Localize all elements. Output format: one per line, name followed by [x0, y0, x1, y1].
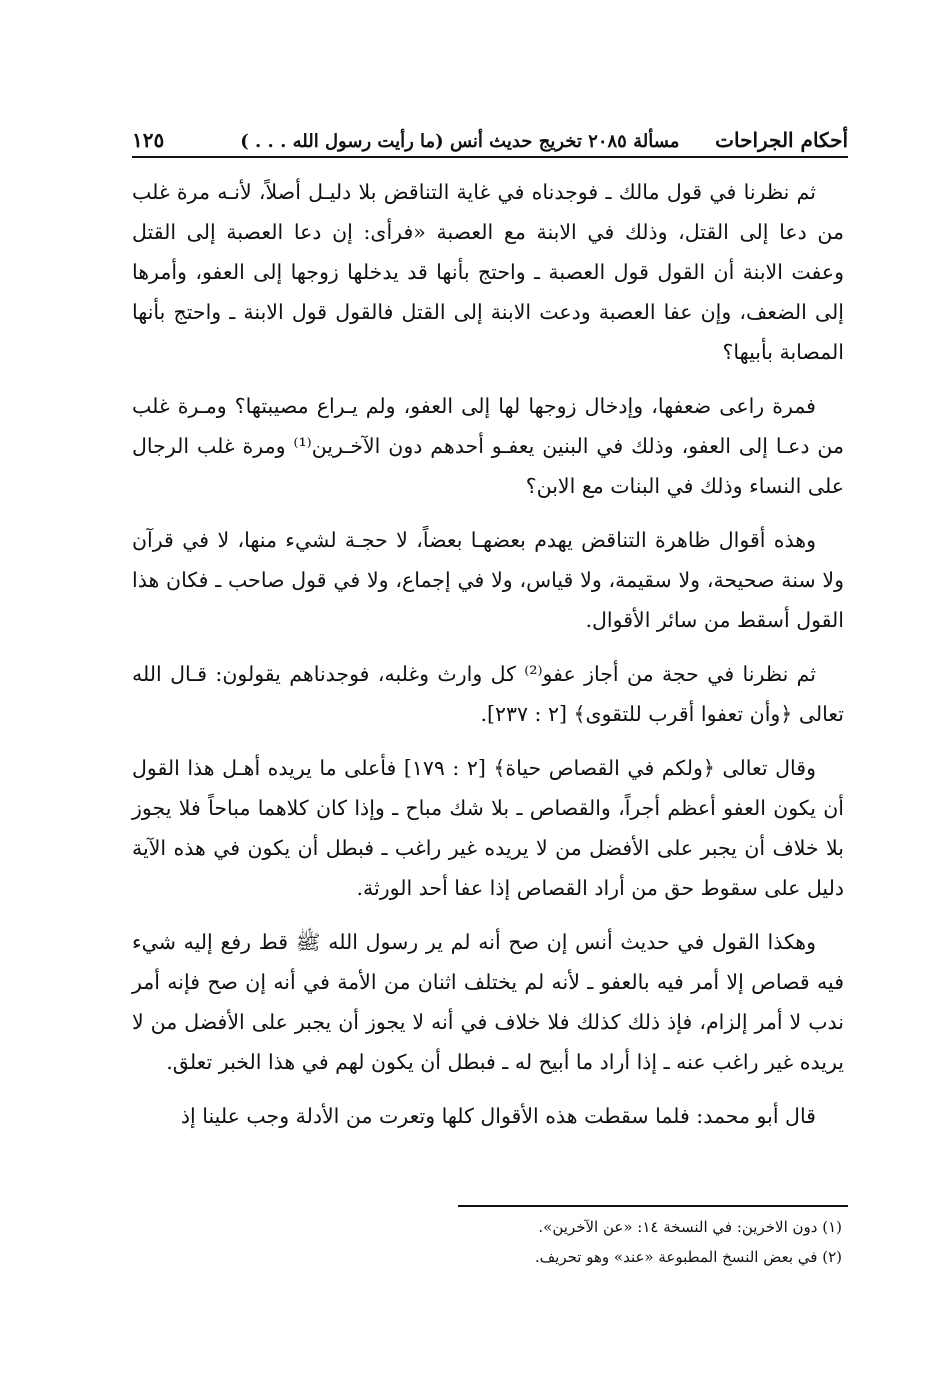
- main-text: [132, 172, 844, 1136]
- issue-title: مسألة ٢٠٨٥ تخريج حديث أنس (ما رأيت رسول الله . . . ): [240, 131, 680, 152]
- footnote: (٢) في بعض النسخ المطبوعة «عند» وهو تحريف.: [534, 1248, 842, 1266]
- book-title: أحكام الجراحات: [715, 128, 848, 152]
- header-divider: [132, 156, 848, 158]
- paragraph: فمرة راعى ضعفها، وإدخال زوجها لها إلى العفو، ولم يـراع مصيبتها؟ ومـرة غلب من دعـا إلى العفو، وذلك في البنين يعفـو أحدهم دون الآخـرين⁽¹⁾ ومرة غلب الرجال على النساء وذلك في البنات مع الابن؟: [132, 394, 844, 498]
- paragraph: ثم نظرنا في قول مالك ـ فوجدناه في غاية التناقض بلا دليـل أصلاً، لأنـه مرة غلب من دعا إلى القتل، وذلك في الابنة مع العصبة «فرأى: إن دعا العصبة إلى القتل وعفت الابنة أن القول قول العصبة ـ واحتج بأنها قد يدخلها زوجها إلى العفو، وأمرها إلى الضعف، وإن عفا العصبة ودعت الابنة إلى القتل فالقول قول الابنة ـ واحتج بأنها المصابة بأبيها؟: [132, 180, 844, 364]
- page-number: ١٢٥: [132, 128, 165, 152]
- paragraph: ثم نظرنا في حجة من أجاز عفو⁽²⁾ كل وارث وغلبه، فوجدناهم يقولون: قـال الله تعالى ﴿وأن تعفوا أقرب للتقوى﴾ [٢ : ٢٣٧].: [132, 662, 844, 726]
- footnote: (١) دون الاخرين: في النسخة ١٤: «عن الآخرين».: [538, 1218, 842, 1236]
- footnotes: [132, 1212, 848, 1272]
- paragraph: قال أبو محمد: فلما سقطت هذه الأقوال كلها وتعرت من الأدلة وجب علينا إذ: [180, 1104, 816, 1128]
- paragraph: وهذه أقوال ظاهرة التناقض يهدم بعضهـا بعضاً، لا حجـة لشيء منها، لا في قرآن ولا سنة صحيحة، ولا سقيمة، ولا قياس، ولا في إجماع، ولا في قول صاحب ـ فكان هذا القول أسقط من سائر الأقوال.: [132, 528, 844, 632]
- running-header: [132, 112, 848, 152]
- paragraph: وقال تعالى ﴿ولكم في القصاص حياة﴾ [٢ : ١٧٩] فأعلى ما يريده أهـل هذا القول أن يكون العفو أعظم أجراً، والقصاص ـ بلا شك مباح ـ وإذا كان كلاهما مباحاً فلا يجوز بلا خلاف أن يجبر على الأفضل من لا يريده غير راغب ـ فبطل أن يكون في هذه الآية دليل على سقوط حق من أراد القصاص إذا عفا أحد الورثة.: [132, 756, 844, 900]
- paragraph: وهكذا القول في حديث أنس إن صح أنه لم ير رسول الله ﷺ قط رفع إليه شيء فيه قصاص إلا أمر فيه بالعفو ـ لأنه لم يختلف اثنان من الأمة في أنه إن صح فإنه أمر ندب لا أمر إلزام، فإذ ذلك كذلك فلا خلاف في أنه لا يجوز أن يجبر على الأفضل من لا يريده غير راغب عنه ـ إذا أراد ما أبيح له ـ فبطل أن يكون لهم في هذا الخبر تعلق.: [132, 930, 844, 1074]
- footnote-divider: [458, 1205, 848, 1207]
